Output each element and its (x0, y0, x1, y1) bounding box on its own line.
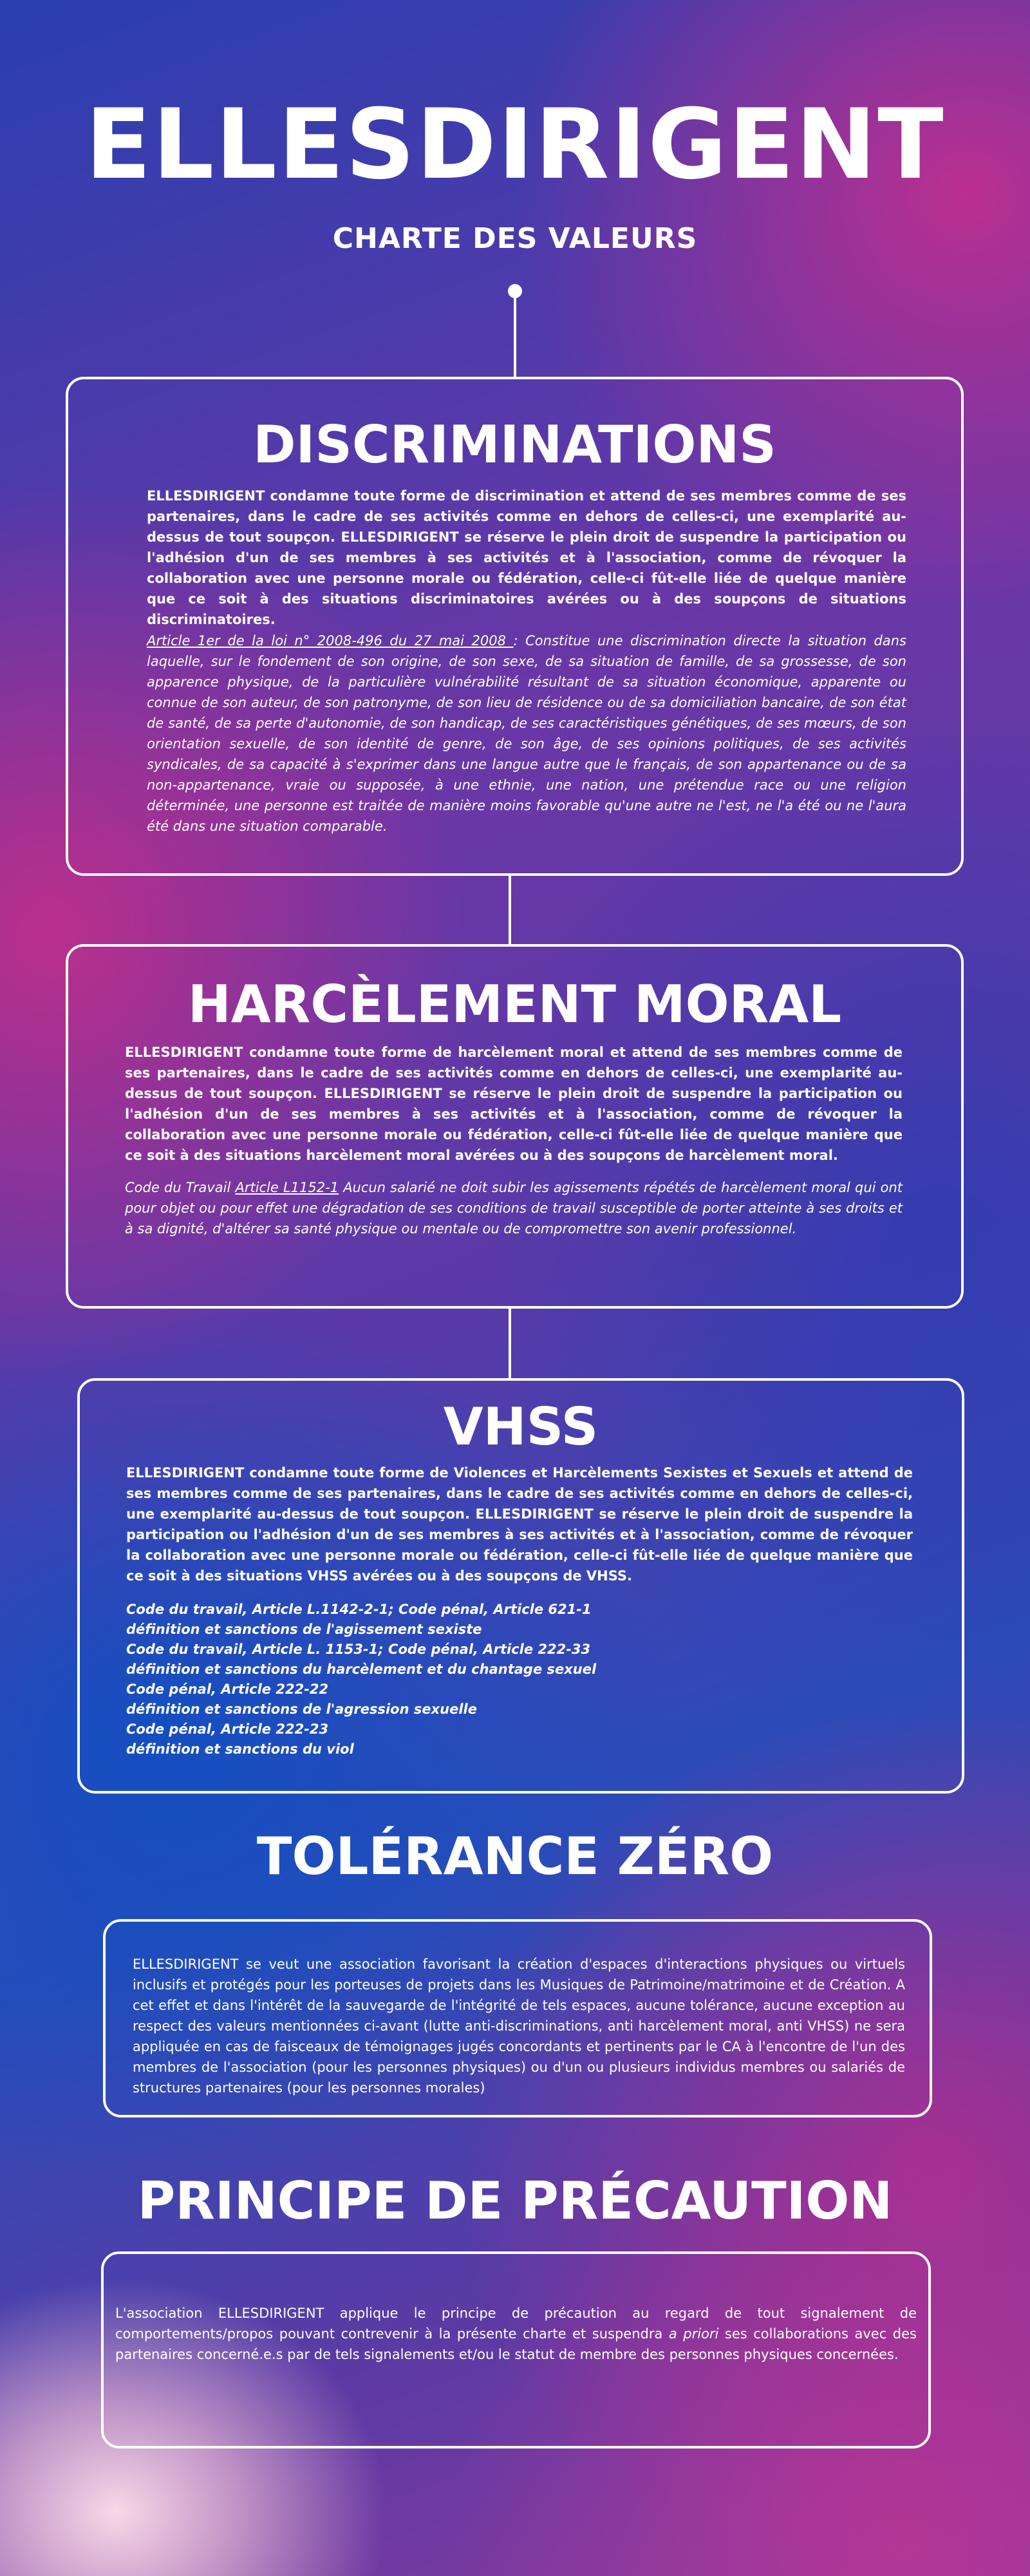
harcelement-title: HARCÈLEMENT MORAL (187, 974, 842, 1034)
vhss-paragraph: ELLESDIRIGENT condamne toute forme de Violences et Harcèlements Sexistes et Sexuels et attend de ses membres comme de ses partenaires, dans le cadre de ses activités comme en dehors de celles-ci, une exemplarité au-dessus de tout soupçon. ELLESDIRIGENT se réserve le plein droit de suspendre la participation ou l'adhésion d'un de ses membres à ses activités et à l'association, comme de révoquer la collaboration avec une personne morale ou fédération, celle-ci fût-elle liée de quelque manière que ce soit à des situations VHSS avérées ou à des soupçons de VHSS. (126, 1465, 913, 1584)
subtitle: CHARTE DES VALEURS (332, 222, 698, 255)
tolerance-card (103, 1919, 932, 2117)
connector-line (509, 1309, 511, 1378)
discriminations-law-text: : Constitue une discrimination directe la situation dans laquelle, sur le fondement de son origine, de son sexe, de sa situation de famille, de sa grossesse, de son apparence physique, de la particulière vulnérabilité résultant de sa situation économique, apparente ou connue de son auteur, de son patronyme, de son lieu de résidence ou de sa domiciliation bancaire, de son état de santé, de sa perte d'autonomie, de son handicap, de ses caractéristiques génétiques, de ses mœurs, de son orientation sexuelle, de son identité de genre, de son âge, de ses opinions politiques, de ses activités syndicales, de sa capacité à s'exprimer dans une langue autre que le français, de son appartenance ou de sa non-appartenance, vraie ou supposée, à une ethnie, une nation, une prétendue race ou une religion déterminée, une personne est traitée de manière moins favorable qu'une autre ne l'est, ne l'a été ou ne l'aura été dans une situation comparable. (147, 633, 906, 834)
vhss-law-item: Code pénal, Article 222-22 (126, 1681, 329, 1697)
precaution-title: PRINCIPE DE PRÉCAUTION (137, 2171, 893, 2231)
main-title: ELLESDIRIGENT (85, 89, 945, 201)
vhss-law-item: définition et sanctions du harcèlement et du chantage sexuel (126, 1662, 597, 1677)
harcelement-law-ref: Article L1152-1 (235, 1180, 339, 1195)
discriminations-title: DISCRIMINATIONS (253, 415, 776, 475)
vhss-law-item: définition et sanctions de l'agissement sexiste (126, 1622, 482, 1637)
harcelement-law-prefix: Code du Travail (125, 1180, 236, 1195)
tolerance-title: TOLÉRANCE ZÉRO (256, 1826, 774, 1886)
precaution-text: L'association ELLESDIRIGENT applique le principe de précaution au regard de tout signalement de comportements/propos pouvant contrevenir à la présente charte et suspendra (115, 2306, 917, 2342)
discriminations-card (66, 377, 964, 876)
vhss-law-item: définition et sanctions du viol (126, 1741, 354, 1757)
precaution-text: ses collaborations avec des partenaires concerné.e.s par de tels signalements et/ou le statut de membre des personnes physiques concernées. (115, 2326, 917, 2362)
connector-line (509, 876, 511, 945)
discriminations-law (147, 630, 906, 837)
harcelement-law-text: Aucun salarié ne doit subir les agissements répétés de harcèlement moral qui ont pour objet ou pour effet une dégradation de ses conditions de travail susceptible de porter atteinte à ses droits et à sa dignité, d'altérer sa santé physique ou mentale ou de compromettre son avenir professionnel. (125, 1180, 903, 1236)
discriminations-paragraph: ELLESDIRIGENT condamne toute forme de discrimination et attend de ses membres comme de ses partenaires, dans le cadre de ses activités comme en dehors de celles-ci, une exemplarité au-dessus de tout soupçon. ELLESDIRIGENT se réserve le plein droit de suspendre la participation ou l'adhésion d'un de ses membres à ses activités et à l'association, comme de révoquer la collaboration avec une personne morale ou fédération, celle-ci fût-elle liée de quelque manière que ce soit à des situations discriminatoires avérées ou à des soupçons de situations discriminatoires. (147, 488, 906, 627)
connector-line (514, 293, 516, 378)
vhss-law-item: Code pénal, Article 222-23 (126, 1721, 329, 1737)
precaution-card (101, 2251, 931, 2448)
tolerance-paragraph: ELLESDIRIGENT se veut une association favorisant la création d'espaces d'interactions physiques ou virtuels inclusifs et protégés pour les porteuses de projets dans les Musiques de Patrimoine/matrimoine et de Création. A cet effet et dans l'intérêt de la sauvegarde de l'intégrité de tels espaces, aucune tolérance, aucune exception au respect des valeurs mentionnées ci-avant (lutte anti-discriminations, anti harcèlement moral, anti VHSS) ne sera appliquée en cas de faisceaux de témoignages jugés concordants et pertinents par le CA à l'encontre de l'un des membres de l'association (pour les personnes physiques) ou d'un ou plusieurs individus membres ou salariés de structures partenaires (pour les personnes morales) (133, 1956, 905, 2096)
harcelement-law (125, 1177, 903, 1239)
precaution-paragraph (115, 2303, 917, 2365)
discriminations-law-ref: Article 1er de la loi n° 2008-496 du 27 mai 2008 (147, 633, 514, 649)
vhss-law-item: définition et sanctions de l'agression sexuelle (126, 1701, 477, 1717)
vhss-card (77, 1378, 964, 1794)
harcelement-card (66, 944, 964, 1309)
vhss-law-item: Code du travail, Article L.1142-2-1; Code pénal, Article 621-1 (126, 1602, 592, 1617)
vhss-law-item: Code du travail, Article L. 1153-1; Code pénal, Article 222-33 (126, 1642, 591, 1657)
vhss-law-list (126, 1600, 913, 1759)
vhss-title: VHSS (443, 1397, 599, 1457)
precaution-text-italic: a priori (668, 2326, 719, 2342)
harcelement-paragraph: ELLESDIRIGENT condamne toute forme de harcèlement moral et attend de ses membres comme de ses partenaires, dans le cadre de ses activités comme en dehors de celles-ci, une exemplarité au-dessus de tout soupçon. ELLESDIRIGENT se réserve le plein droit de suspendre la participation ou l'adhésion d'un de ses membres à ses activités et à l'association, comme de révoquer la collaboration avec une personne morale ou fédération, celle-ci fût-elle liée de quelque manière que ce soit à des situations harcèlement moral avérées ou à des soupçons de harcèlement moral. (125, 1045, 903, 1163)
